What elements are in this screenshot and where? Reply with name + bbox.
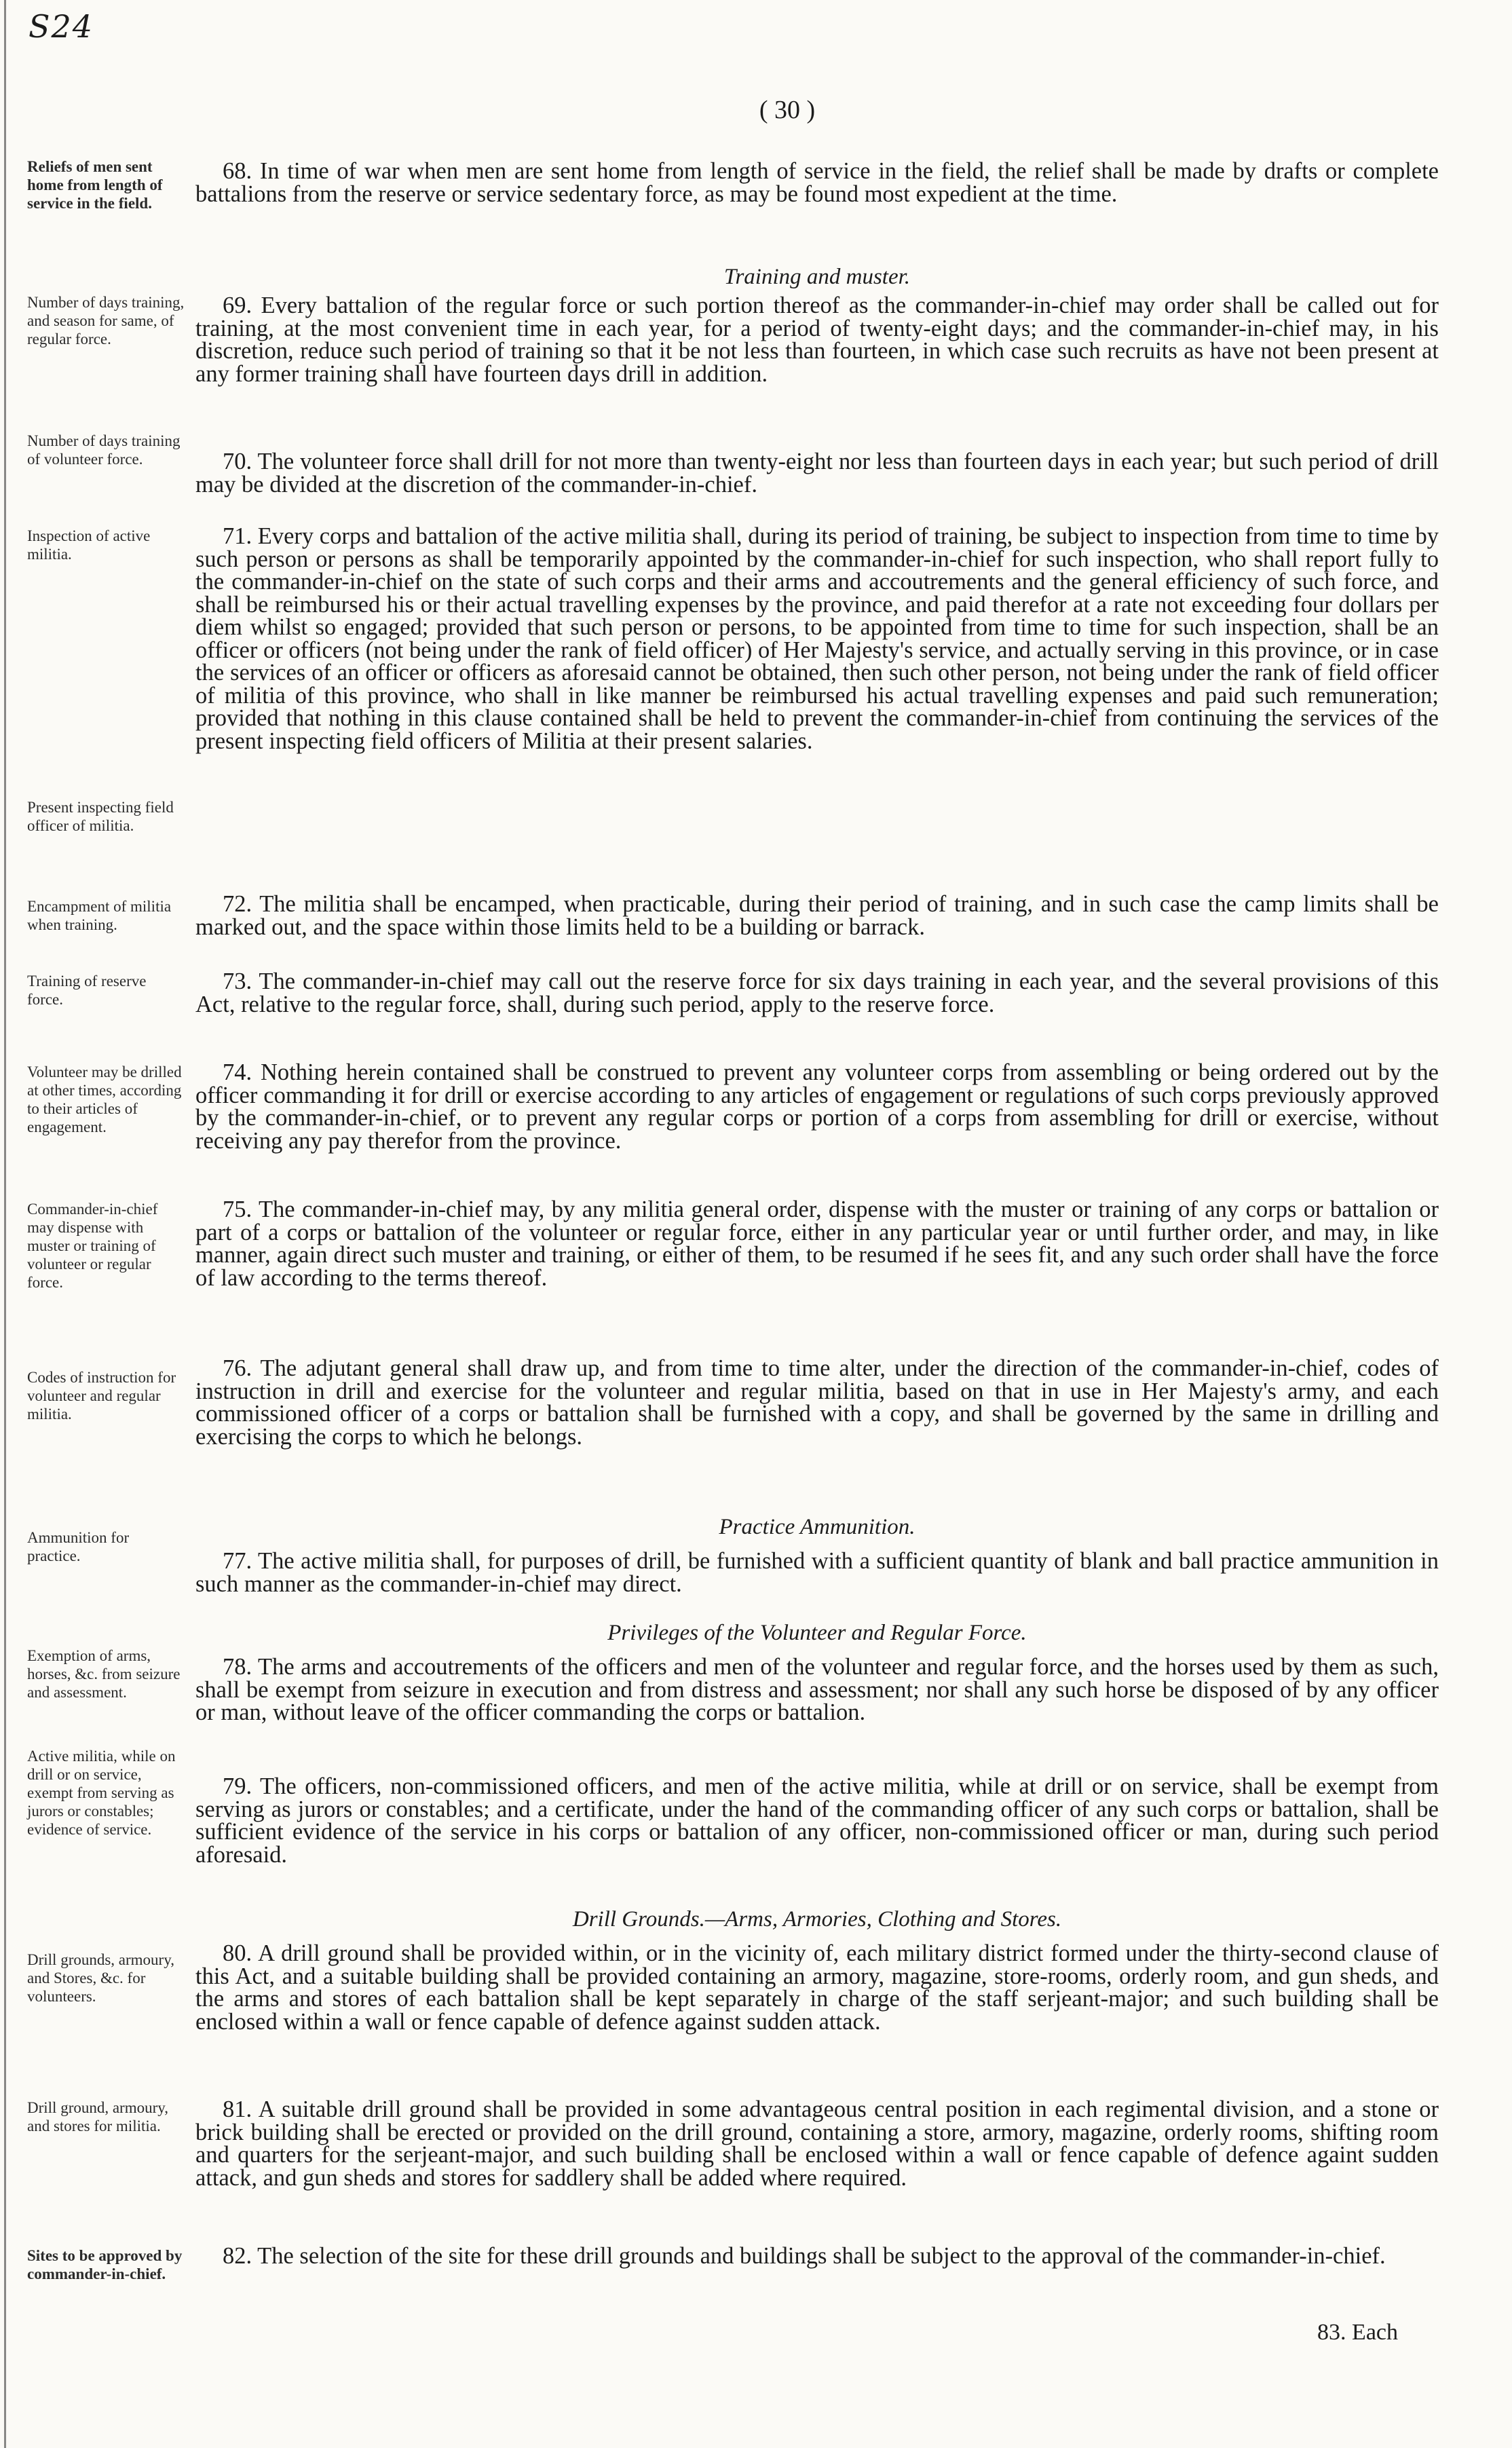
section-78: 78. The arms and accoutrements of the officers and men of the volunteer and regular force, and the horses used by them as such, shall be exempt from seizure in execution and from distress and assessment; nor shall any such horse be disposed of by any officer or man, without leave of the officer commanding the corps or battalion. (195, 1654, 1439, 1725)
margin-note-76: Codes of instruction for volunteer and regular militia. (27, 1369, 176, 1423)
margin-note-81: Drill ground, armoury, and stores for militia. (27, 2099, 169, 2134)
section-76: 76. The adjutant general shall draw up, and from time to time alter, under the direction of the commander-in-chief, codes of instruction in drill and exercise for the volunteer and regular militia, based on that in use in Her Majesty's army, and each commissioned officer of a corps or battalion shall be furnished with a copy, and shall be governed by the same in drilling and exercising the corps to which he belongs. (195, 1355, 1439, 1450)
catchword: 83. Each (1317, 2320, 1398, 2345)
section-80: 80. A drill ground shall be provided within, or in the vicinity of, each military district formed under the thirty-second clause of this Act, and a suitable building shall be provided containing an armory, magazine, store-rooms, orderly room, and gun sheds, and the arms and stores of each battalion shall be kept separately in charge of the staff serjeant-major; and such building shall be enclosed within a wall or fence capable of defence against sudden attack. (195, 1940, 1439, 2035)
margin-note-80: Drill grounds, armoury, and Stores, &c. for volunteers. (27, 1951, 174, 2005)
margin-note-72: Encampment of militia when training. (27, 898, 172, 933)
heading-privileges: Privileges of the Volunteer and Regular Force. (607, 1621, 1027, 1645)
heading-drill-grounds: Drill Grounds.—Arms, Armories, Clothing and Stores. (572, 1907, 1062, 1932)
section-81: 81. A suitable drill ground shall be provided in some advantageous central position in each regimental division, and a stone or brick building shall be erected or provided on the drill ground, containing a store, armory, magazine, orderly rooms, shifting room and quarters for the serjeant-major, and such building shall be enclosed within a wall or fence capable of defence againt sudden attack, and gun sheds and stores for saddlery shall be added where required. (195, 2096, 1439, 2191)
section-73: 73. The commander-in-chief may call out the reserve force for six days training in each year, and the several provisions of this Act, relative to the regular force, shall, during such period, apply to the reserve force. (195, 968, 1439, 1017)
section-79: 79. The officers, non-commissioned officers, and men of the active militia, while at drill or on service, shall be exempt from serving as jurors or constables; and a certificate, under the hand of the commanding officer of any such corps or battalion, shall be sufficient evidence of the service in his corps or battalion of any officer, non-commissioned officer or man, during such period aforesaid. (195, 1773, 1439, 1868)
page-edge-rule (4, 0, 6, 2448)
handwritten-folio: S24 (29, 8, 94, 45)
margin-note-70: Number of days training of volunteer force. (27, 432, 181, 468)
section-77: 77. The active militia shall, for purposes of drill, be furnished with a sufficient quantity of blank and ball practice ammunition in such manner as the commander-in-chief may direct. (195, 1548, 1439, 1597)
section-69: 69. Every battalion of the regular force or such portion thereof as the commander-in-chief may order shall be called out for training, at the most convenient time in each year, for a period of twenty-eight days; and the commander-in-chief may, in his discretion, reduce such period of training so that it be not less than fourteen, in which case such recruits as have not been present at any former training shall have fourteen days drill in addition. (195, 293, 1439, 387)
margin-note-69: Number of days training, and season for same, of regular force. (27, 294, 185, 347)
section-68: 68. In time of war when men are sent home from length of service in the field, the relief shall be made by drafts or complete battalions from the reserve or service sedentary force, as may be found most expedient at the time. (195, 158, 1439, 207)
section-71: 71. Every corps and battalion of the active militia shall, during its period of training, be subject to inspection from time to time by such person or persons as shall be temporarily appointed by the commander-in-chief for such inspection, who shall report fully to the commander-in-chief on the state of such corps and their arms and accoutrements and the general efficiency of such force, and shall be reimbursed his or their actual travelling expenses by the province, and paid therefor at a rate not exceeding four dollars per diem whilst so engaged; provided that such person or persons, to be appointed from time to time for such inspection, shall be an officer or officers (not being under the rank of field officer) of Her Majesty's service, and actually serving in this province, or in case the services of an officer or officers as aforesaid cannot be obtained, then such other person, not being under the rank of field officer of militia of this province, who shall in like manner be reimbursed his actual travelling expenses and paid such remuneration; provided that nothing in this clause contained shall be held to prevent the commander-in-chief from continuing the services of the present inspecting field officers of Militia at their present salaries. (195, 523, 1439, 754)
section-74: 74. Nothing herein contained shall be construed to prevent any volunteer corps from assembling or being ordered out by the officer commanding it for drill or exercise according to any articles of engagement or regulations of such corps previously approved by the commander-in-chief, or to prevent any regular corps or portion of a corps from assembling for drill or exercise, without receiving any pay therefor from the province. (195, 1059, 1439, 1154)
page-number: ( 30 ) (759, 96, 816, 124)
margin-note-71-present: Present inspecting field officer of militia. (27, 799, 174, 834)
margin-note-74: Volunteer may be drilled at other times, according to their articles of engagement. (27, 1063, 182, 1135)
section-70: 70. The volunteer force shall drill for not more than twenty-eight nor less than fourteen days in each year; but such period of drill may be divided at the discretion of the commander-in-chief. (195, 449, 1439, 497)
margin-note-73: Training of reserve force. (27, 973, 147, 1008)
section-72: 72. The militia shall be encamped, when practicable, during their period of training, and in such case the camp limits shall be marked out, and the space within those limits held to be a building or barrack. (195, 891, 1439, 940)
margin-note-75: Commander-in-chief may dispense with muster or training of volunteer or regular force. (27, 1201, 158, 1291)
heading-training: Training and muster. (723, 265, 911, 289)
margin-note-82: Sites to be approved by commander-in-chief. (27, 2247, 183, 2282)
margin-note-68: Reliefs of men sent home from length of service in the field. (27, 158, 163, 212)
margin-note-78: Exemption of arms, horses, &c. from seizure and assessment. (27, 1647, 181, 1701)
margin-note-71: Inspection of active militia. (27, 527, 151, 563)
section-75: 75. The commander-in-chief may, by any militia general order, dispense with the muster or training of any corps or battalion or part of a corps or battalion of the volunteer or regular force, either in any particular year or until further order, and may, in like manner, again direct such muster and training, or either of them, to be resumed if he sees fit, and any such order shall have the force of law according to the terms thereof. (195, 1197, 1439, 1291)
section-82: 82. The selection of the site for these drill grounds and buildings shall be subject to the approval of the commander-in-chief. (223, 2243, 1386, 2269)
heading-ammunition: Practice Ammunition. (719, 1515, 915, 1539)
margin-note-77: Ammunition for practice. (27, 1529, 130, 1564)
margin-note-79: Active militia, while on drill or on service, exempt from serving as jurors or constables; evidence of service. (27, 1748, 176, 1838)
